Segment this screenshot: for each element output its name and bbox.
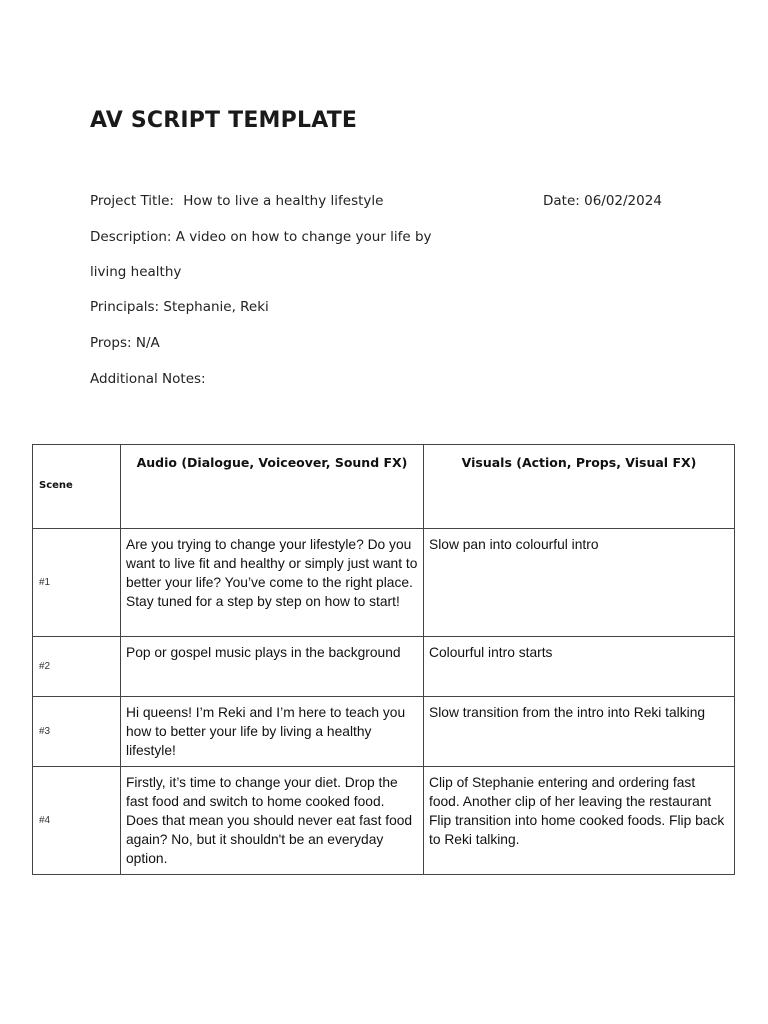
scene-number: #4 bbox=[33, 767, 121, 875]
audio-cell: Hi queens! I’m Reki and I’m here to teach you how to better your life by living a healthy lifestyle! bbox=[121, 697, 424, 767]
project-title-line bbox=[90, 193, 383, 209]
description-line-2: living healthy bbox=[90, 264, 182, 280]
principals-field: Principals: Stephanie, Reki bbox=[90, 299, 269, 315]
visuals-cell: Clip of Stephanie entering and ordering fast food. Another clip of her leaving the restaurant Flip transition into home cooked foods. Flip back to Reki talking. bbox=[424, 767, 735, 875]
visuals-column-header: Visuals (Action, Props, Visual FX) bbox=[424, 445, 735, 529]
scene-column-header: Scene bbox=[33, 445, 121, 529]
date-field: Date: 06/02/2024 bbox=[543, 193, 662, 209]
table-row bbox=[33, 529, 735, 637]
visuals-cell: Slow transition from the intro into Reki talking bbox=[424, 697, 735, 767]
av-script-table bbox=[32, 444, 735, 875]
audio-column-header: Audio (Dialogue, Voiceover, Sound FX) bbox=[121, 445, 424, 529]
audio-cell: Pop or gospel music plays in the background bbox=[121, 637, 424, 697]
props-field: Props: N/A bbox=[90, 335, 160, 351]
additional-notes-field: Additional Notes: bbox=[90, 371, 206, 387]
scene-number: #3 bbox=[33, 697, 121, 767]
audio-cell: Are you trying to change your lifestyle? Do you want to live fit and healthy or simply just want to better your life? You’ve come to the right place. Stay tuned for a step by step on how to start! bbox=[121, 529, 424, 637]
description-line-1: Description: A video on how to change your life by bbox=[90, 229, 432, 245]
scene-number: #2 bbox=[33, 637, 121, 697]
table-row bbox=[33, 697, 735, 767]
visuals-cell: Colourful intro starts bbox=[424, 637, 735, 697]
table-header-row bbox=[33, 445, 735, 529]
scene-number: #1 bbox=[33, 529, 121, 637]
table-row bbox=[33, 767, 735, 875]
audio-cell: Firstly, it’s time to change your diet. Drop the fast food and switch to home cooked food. Does that mean you should never eat fast food again? No, but it shouldn't be an everyday option. bbox=[121, 767, 424, 875]
table-row bbox=[33, 637, 735, 697]
project-title-label: Project Title: bbox=[90, 193, 174, 209]
visuals-cell: Slow pan into colourful intro bbox=[424, 529, 735, 637]
project-title-value: How to live a healthy lifestyle bbox=[183, 193, 384, 209]
page-title: AV SCRIPT TEMPLATE bbox=[90, 108, 358, 133]
